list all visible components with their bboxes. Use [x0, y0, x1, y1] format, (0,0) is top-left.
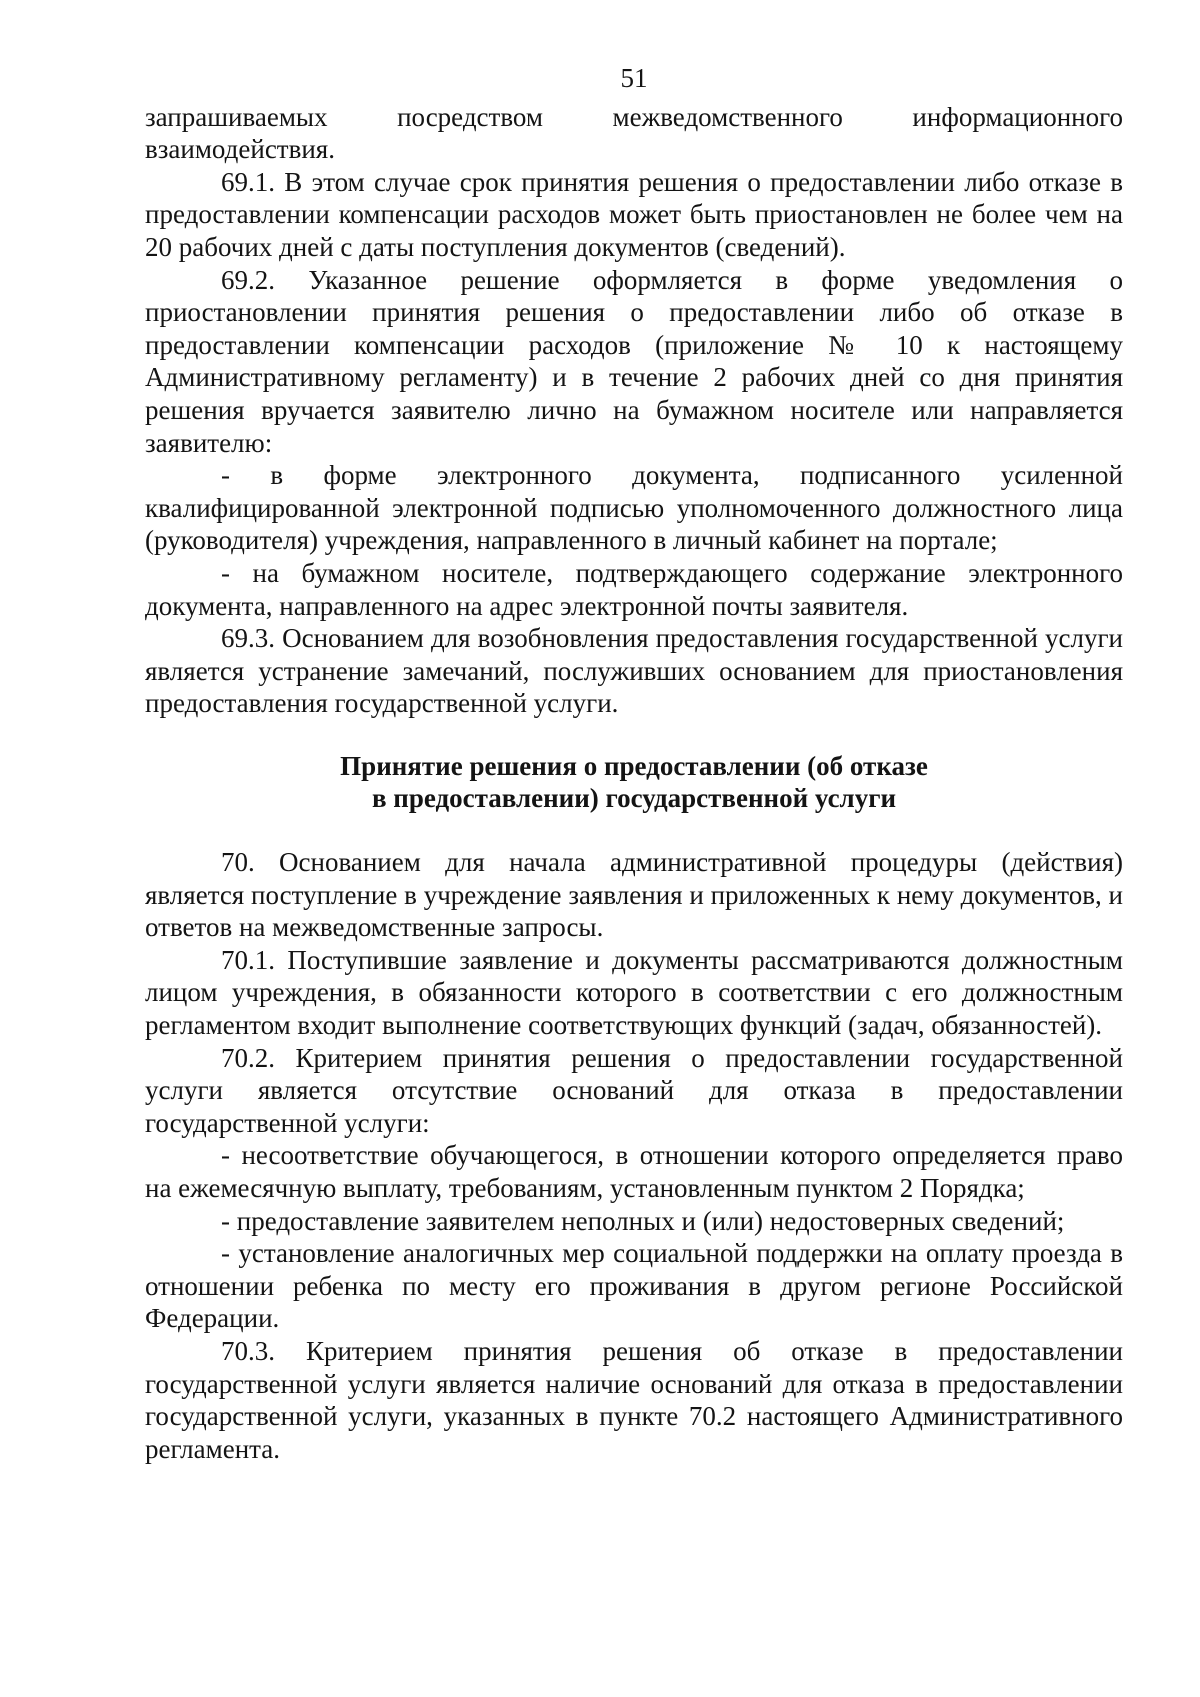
paragraph-69-3: 69.3. Основанием для возобновления предоставления государственной услуги является устранение замечаний, послуживших основанием для приостановления предоставления государственной услуги.: [145, 623, 1123, 719]
document-page: [145, 62, 1123, 1465]
section-decision: [145, 846, 1123, 1465]
paragraph-interagency-continuation: запрашиваемых посредством межведомственного информационного взаимодействия.: [145, 101, 1123, 165]
paragraph-70: 70. Основанием для начала административной процедуры (действия) является поступление в учреждение заявления и приложенных к нему документов, и ответов на межведомственные запросы.: [145, 847, 1123, 943]
section-heading-line-2: в предоставлении) государственной услуги: [371, 783, 897, 814]
page-number: 51: [620, 63, 648, 93]
list-item-incomplete-info: - предоставление заявителем неполных и (или) недостоверных сведений;: [221, 1205, 1065, 1236]
section-suspension: [145, 101, 1123, 720]
list-item-paper-document: - на бумажном носителе, подтверждающего содержание электронного документа, направленного на адрес электронной почты заявителя.: [145, 557, 1123, 621]
section-heading-line-1: Принятие решения о предоставлении (об отказе: [340, 750, 928, 781]
paragraph-70-2: 70.2. Критерием принятия решения о предоставлении государственной услуги является отсутствие оснований для отказа в предоставлении государственной услуги:: [145, 1042, 1123, 1138]
section-heading: [145, 750, 1123, 815]
paragraph-70-1: 70.1. Поступившие заявление и документы рассматриваются должностным лицом учреждения, в обязанности которого в соответствии с его должностным регламентом входит выполнение соответствующих функций (задач, обязанностей).: [145, 944, 1123, 1041]
list-item-electronic-document: - в форме электронного документа, подписанного усиленной квалифицированной электронной подписью уполномоченного должностного лица (руководителя) учреждения, направленного в личный кабинет на портале;: [145, 460, 1123, 556]
paragraph-70-3: 70.3. Критерием принятия решения об отказе в предоставлении государственной услуги является наличие оснований для отказа в предоставлении государственной услуги, указанных в пункте 70.2 настоящего Административного регламента.: [145, 1335, 1123, 1464]
list-item-nonconformity: - несоответствие обучающегося, в отношении которого определяется право на ежемесячную выплату, требованиям, установленным пунктом 2 Порядка;: [145, 1140, 1123, 1203]
paragraph-69-2: 69.2. Указанное решение оформляется в форме уведомления о приостановлении принятия решения о предоставлении либо об отказе в предоставлении компенсации расходов (приложение № 10 к настоящему Административному регламенту) и в течение 2 рабочих дней со дня принятия решения вручается заявителю лично на бумажном носителе или направляется заявителю:: [145, 264, 1123, 458]
list-item-similar-support: - установление аналогичных мер социальной поддержки на оплату проезда в отношении ребенка по месту его проживания в другом регионе Российской Федерации.: [145, 1238, 1123, 1334]
paragraph-69-1: 69.1. В этом случае срок принятия решения о предоставлении либо отказе в предоставлении компенсации расходов может быть приостановлен не более чем на 20 рабочих дней с даты поступления документов (сведений).: [145, 166, 1123, 262]
